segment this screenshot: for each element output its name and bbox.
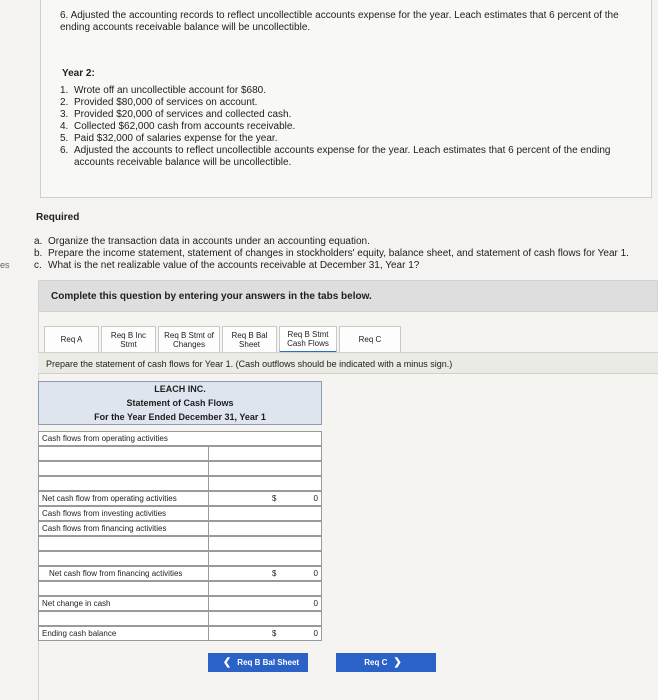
list-item: 1. Wrote off an uncollectible account for $680. xyxy=(60,85,266,96)
table-row xyxy=(38,551,322,566)
question-6-text: 6. Adjusted the accounting records to reflect uncollectible accounts expense for the year. Leach estimates that 6 percent of the ending accounts receivable balance will be uncollectible. xyxy=(60,10,619,33)
next-tab-label: Req C xyxy=(364,658,388,667)
year-label: Year 2: xyxy=(62,68,95,79)
blank-amount-input[interactable] xyxy=(209,581,322,596)
operating-amount-input[interactable] xyxy=(209,446,322,461)
complete-banner: Complete this question by entering your answers in the tabs below. xyxy=(38,280,658,312)
net-change-cell xyxy=(209,596,322,611)
list-item: a. Organize the transaction data in accounts under an accounting equation. xyxy=(34,236,370,247)
chevron-right-icon: ❯ xyxy=(393,657,402,668)
ending-value: 0 xyxy=(313,629,318,638)
cash-flow-statement xyxy=(38,381,322,647)
financing-label-input[interactable] xyxy=(38,551,209,566)
net-financing-label: Net cash flow from financing activities xyxy=(38,566,209,581)
statement-title: Statement of Cash Flows xyxy=(126,398,234,408)
operating-label-input[interactable] xyxy=(38,446,209,461)
table-row xyxy=(38,536,322,551)
operating-label-input[interactable] xyxy=(38,476,209,491)
table-row xyxy=(38,626,322,641)
tab-req-a[interactable]: Req A xyxy=(44,326,99,353)
prev-tab-label: Req B Bal Sheet xyxy=(237,658,300,667)
net-financing-cell: $ 0 xyxy=(209,566,322,581)
table-row xyxy=(38,476,322,491)
table-row xyxy=(38,611,322,626)
transaction-list xyxy=(60,85,620,169)
investing-amount-input[interactable] xyxy=(209,506,322,521)
table-row xyxy=(38,566,322,581)
table-row xyxy=(38,581,322,596)
requirements-list xyxy=(34,236,658,272)
beginning-label-input[interactable] xyxy=(38,611,209,626)
next-tab-button[interactable] xyxy=(336,653,436,672)
financing-empty-cell xyxy=(209,521,322,536)
list-item: b. Prepare the income statement, statement of changes in stockholders' equity, balance sheet, and statement of cash flows for Year 1. xyxy=(34,248,629,259)
operating-heading: Cash flows from operating activities xyxy=(38,431,322,446)
net-operating-cell: $ 0 xyxy=(209,491,322,506)
table-row xyxy=(38,521,322,536)
prev-tab-button[interactable] xyxy=(208,653,308,672)
tab-req-b-bal-sheet[interactable]: Req B Bal Sheet xyxy=(222,326,277,353)
statement-period: For the Year Ended December 31, Year 1 xyxy=(94,412,266,422)
net-operating-value: 0 xyxy=(313,494,318,503)
instruction-bar: Prepare the statement of cash flows for Year 1. (Cash outflows should be indicated with a minus sign.) xyxy=(38,352,658,374)
net-change-label: Net change in cash xyxy=(38,596,209,611)
financing-label-input[interactable] xyxy=(38,536,209,551)
table-row xyxy=(38,461,322,476)
table-row xyxy=(38,446,322,461)
tab-req-b-stmt-cash-flows[interactable]: Req B Stmt Cash Flows xyxy=(279,326,337,353)
financing-amount-input[interactable] xyxy=(209,551,322,566)
financing-amount-input[interactable] xyxy=(209,536,322,551)
list-item: 4. Collected $62,000 cash from accounts receivable. xyxy=(60,121,296,132)
company-name: LEACH INC. xyxy=(154,384,206,394)
operating-amount-input[interactable] xyxy=(209,461,322,476)
table-row xyxy=(38,596,322,611)
list-item: 2. Provided $80,000 of services on account. xyxy=(60,97,258,108)
sidebar-fragment: es xyxy=(0,260,10,270)
operating-amount-input[interactable] xyxy=(209,476,322,491)
list-item: 5. Paid $32,000 of salaries expense for the year. xyxy=(60,133,278,144)
ending-label: Ending cash balance xyxy=(38,626,209,641)
tab-req-b-inc-stmt[interactable]: Req B Inc Stmt xyxy=(101,326,156,353)
investing-label: Cash flows from investing activities xyxy=(38,506,209,521)
net-financing-value: 0 xyxy=(313,569,318,578)
list-item: 6. Adjusted the accounts to reflect uncollectible accounts expense for the year. Leach estimates that 6 percent of the ending accounts receivable balance will be uncollectible. xyxy=(60,145,611,168)
list-item: c. What is the net realizable value of the accounts receivable at December 31, Year 1? xyxy=(34,260,420,271)
financing-heading: Cash flows from financing activities xyxy=(38,521,209,536)
net-change-value: 0 xyxy=(313,599,318,608)
list-item: 3. Provided $20,000 of services and collected cash. xyxy=(60,109,292,120)
beginning-amount-input[interactable] xyxy=(209,611,322,626)
table-row xyxy=(38,431,322,446)
chevron-left-icon: ❮ xyxy=(222,657,232,668)
tab-bar xyxy=(44,326,403,353)
ending-cell: $ 0 xyxy=(209,626,322,641)
statement-header xyxy=(38,381,322,425)
tab-req-c[interactable]: Req C xyxy=(339,326,401,353)
table-row xyxy=(38,506,322,521)
table-row xyxy=(38,491,322,506)
required-heading: Required xyxy=(36,212,80,223)
tab-req-b-stmt-changes[interactable]: Req B Stmt of Changes xyxy=(158,326,220,353)
operating-label-input[interactable] xyxy=(38,461,209,476)
blank-label-input[interactable] xyxy=(38,581,209,596)
net-operating-label: Net cash flow from operating activities xyxy=(38,491,209,506)
